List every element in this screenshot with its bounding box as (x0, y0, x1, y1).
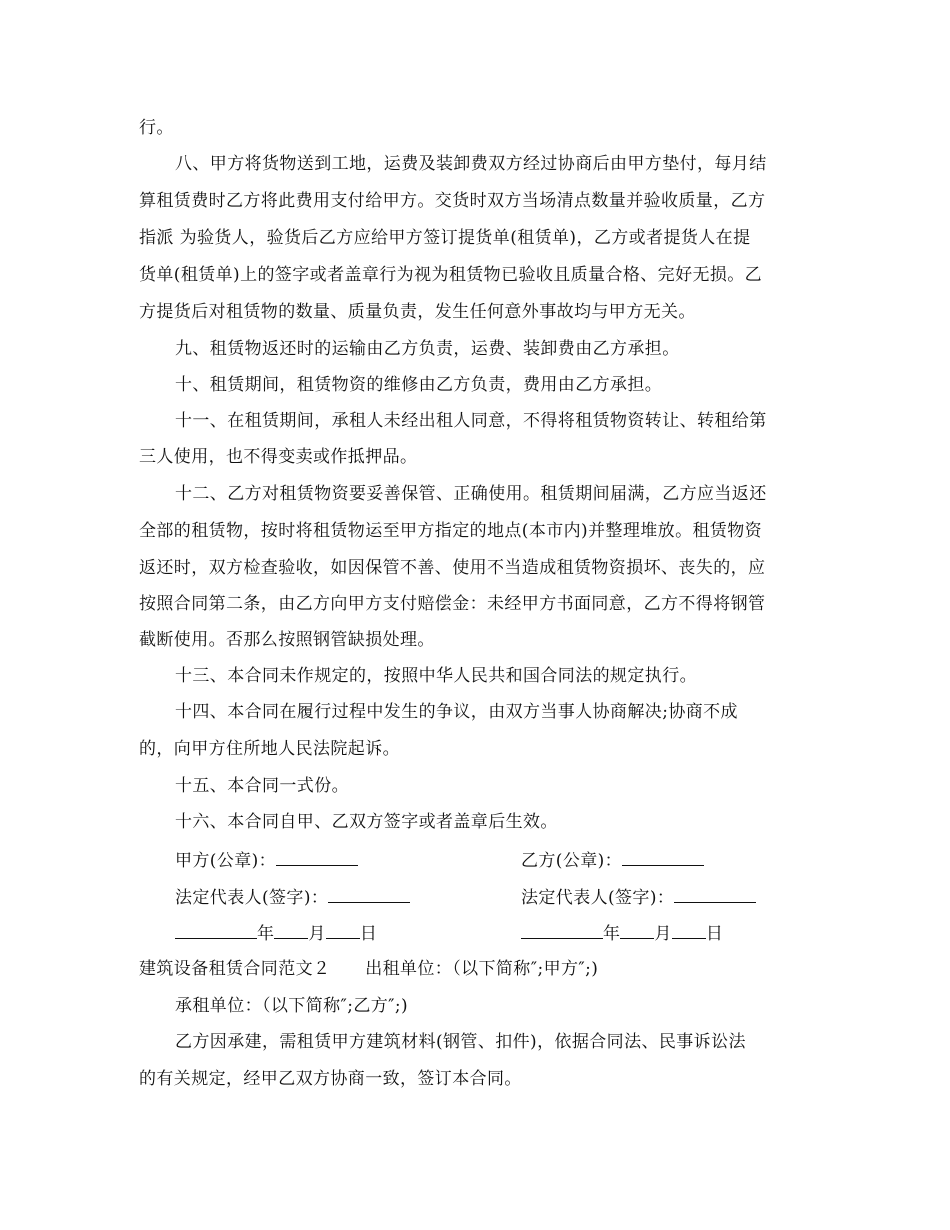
paragraph-line: 的有关规定，经甲乙双方协商一致，签订本合同。 (139, 1069, 522, 1089)
paragraph-line: 十三、本合同未作规定的，按照中华人民共和国合同法的规定执行。 (175, 666, 697, 686)
party-b-seal-blank (622, 847, 704, 866)
month-label: 月 (308, 924, 326, 944)
paragraph-line: 八、甲方将货物送到工地，运费及装卸费双方经过协商后由甲方垫付，每月结 (175, 154, 767, 174)
party-a-seal-line (175, 847, 495, 873)
rep-b-label: 法定代表人(签字)： (521, 888, 675, 908)
month-label: 月 (654, 924, 672, 944)
paragraph-line: 的，向甲方住所地人民法院起诉。 (139, 739, 400, 759)
month-blank (274, 920, 308, 939)
day-blank (326, 920, 360, 939)
paragraph-line: 十二、乙方对租赁物资要妥善保管、正确使用。租赁期间届满，乙方应当返还 (175, 484, 767, 504)
rep-a-blank (328, 884, 410, 903)
paragraph-line: 全部的租赁物，按时将租赁物运至甲方指定的地点(本市内)并整理堆放。租赁物资 (139, 521, 763, 541)
day-label: 日 (705, 924, 724, 944)
paragraph-line: 行。 (139, 118, 174, 138)
year-blank (521, 920, 603, 939)
day-blank (672, 920, 706, 939)
paragraph-line: 承租单位：（以下简称″;乙方″;) (175, 996, 409, 1016)
paragraph-line: 货单(租赁单)上的签字或者盖章行为视为租赁物已验收且质量合格、完好无损。乙 (139, 265, 763, 285)
year-label: 年 (603, 924, 621, 944)
rep-b-blank (674, 884, 756, 903)
paragraph-line: 方提货后对租赁物的数量、质量负责，发生任何意外事故均与甲方无关。 (139, 302, 696, 322)
party-b-seal-label: 乙方(公章)： (521, 851, 623, 871)
paragraph-line: 十四、本合同在履行过程中发生的争议，由双方当事人协商解决;协商不成 (175, 702, 738, 722)
paragraph-line: 十、租赁期间，租赁物资的维修由乙方负责，费用由乙方承担。 (175, 375, 663, 395)
paragraph-line: 九、租赁物返还时的运输由乙方负责，运费、装卸费由乙方承担。 (175, 339, 680, 359)
year-blank (175, 920, 257, 939)
paragraph-line: 十五、本合同一式份。 (175, 776, 349, 796)
date-b-line (521, 920, 821, 946)
rep-a-line (175, 884, 495, 910)
paragraph-line: 算租赁费时乙方将此费用支付给甲方。交货时双方当场清点数量并验收质量，乙方 (139, 191, 766, 211)
month-blank (620, 920, 654, 939)
paragraph-line: 十六、本合同自甲、乙双方签字或者盖章后生效。 (175, 812, 558, 832)
party-a-seal-blank (276, 847, 358, 866)
year-label: 年 (257, 924, 275, 944)
paragraph-line: 截断使用。否那么按照钢管缺损处理。 (139, 630, 435, 650)
party-a-seal-label: 甲方(公章)： (175, 851, 277, 871)
paragraph-line: 十一、在租赁期间，承租人未经出租人同意，不得将租赁物资转让、转租给第 (175, 411, 767, 431)
paragraph-line: 按照合同第二条，由乙方向甲方支付赔偿金：未经甲方书面同意，乙方不得将钢管 (139, 594, 766, 614)
day-label: 日 (359, 924, 378, 944)
date-a-line (175, 920, 495, 946)
rep-a-label: 法定代表人(签字)： (175, 888, 329, 908)
paragraph-line: 指派 为验货人，验货后乙方应给甲方签订提货单(租赁单)，乙方或者提货人在提 (139, 228, 751, 248)
rep-b-line (521, 884, 821, 910)
contract-2-heading: 建筑设备租赁合同范文２ 出租单位：（以下简称″;甲方″;) (139, 959, 599, 979)
paragraph-line: 三人使用，也不得变卖或作抵押品。 (139, 447, 418, 467)
paragraph-line: 返还时，双方检查验收，如因保管不善、使用不当造成租赁物资损坏、丧失的，应 (139, 558, 766, 578)
party-b-seal-line (521, 847, 821, 873)
paragraph-line: 乙方因承建，需租赁甲方建筑材料(钢管、扣件)，依据合同法、民事诉讼法 (175, 1032, 746, 1052)
